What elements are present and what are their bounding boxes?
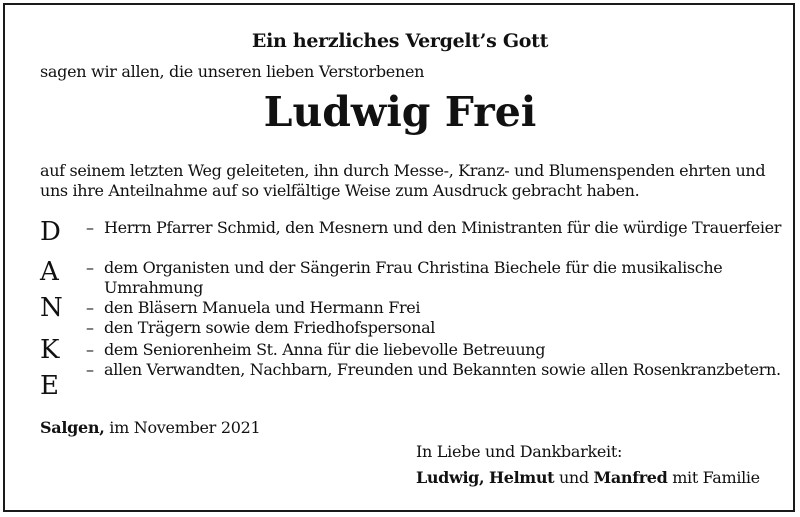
place-date-line [40,418,260,437]
signers-line [416,468,760,487]
list-item: Herrn Pfarrer Schmid, den Mesnern und den Ministranten für die würdige Trauerfeier [104,218,782,237]
danke-letter-n: N [40,293,63,323]
list-item: allen Verwandten, Nachbarn, Freunden und Bekannten sowie allen Rosenkranzbetern. [104,360,781,379]
list-dash: – [86,318,94,337]
danke-letter-e: E [40,371,59,401]
intro-text: sagen wir allen, die unseren lieben Verstorbenen [40,62,425,81]
signer-connector: und [558,468,589,487]
notice-heading: Ein herzliches Vergelt’s Gott [251,30,549,52]
signer-name: Manfred [593,468,668,487]
signer-name: Ludwig, [416,468,485,487]
closing-text: In Liebe und Dankbarkeit: [416,442,623,461]
deceased-name: Ludwig Frei [263,88,537,136]
list-dash: – [86,360,94,379]
danke-letter-a: A [40,257,59,287]
list-item: dem Seniorenheim St. Anna für die liebevolle Betreuung [104,340,546,359]
list-dash: – [86,218,94,237]
signer-suffix: mit Familie [672,468,760,487]
date-text: im November 2021 [109,418,261,437]
signer-name: Helmut [488,468,555,487]
list-dash: – [86,298,94,317]
place-name: Salgen, [40,418,105,437]
list-dash: – [86,258,94,277]
list-item: den Trägern sowie dem Friedhofspersonal [104,318,436,337]
list-dash: – [86,340,94,359]
danke-letter-d: D [40,217,61,247]
danke-letter-k: K [40,335,60,365]
list-item: den Bläsern Manuela und Hermann Frei [104,298,421,317]
list-item: dem Organisten und der Sängerin Frau Christina Biechele für die musikalische Umrahmung [104,258,723,297]
thanks-paragraph: auf seinem letzten Weg geleiteten, ihn durch Messe-, Kranz- und Blumenspenden ehrten und uns ihre Anteilnahme auf so vielfältige Weise zum Ausdruck gebracht haben. [40,161,766,200]
